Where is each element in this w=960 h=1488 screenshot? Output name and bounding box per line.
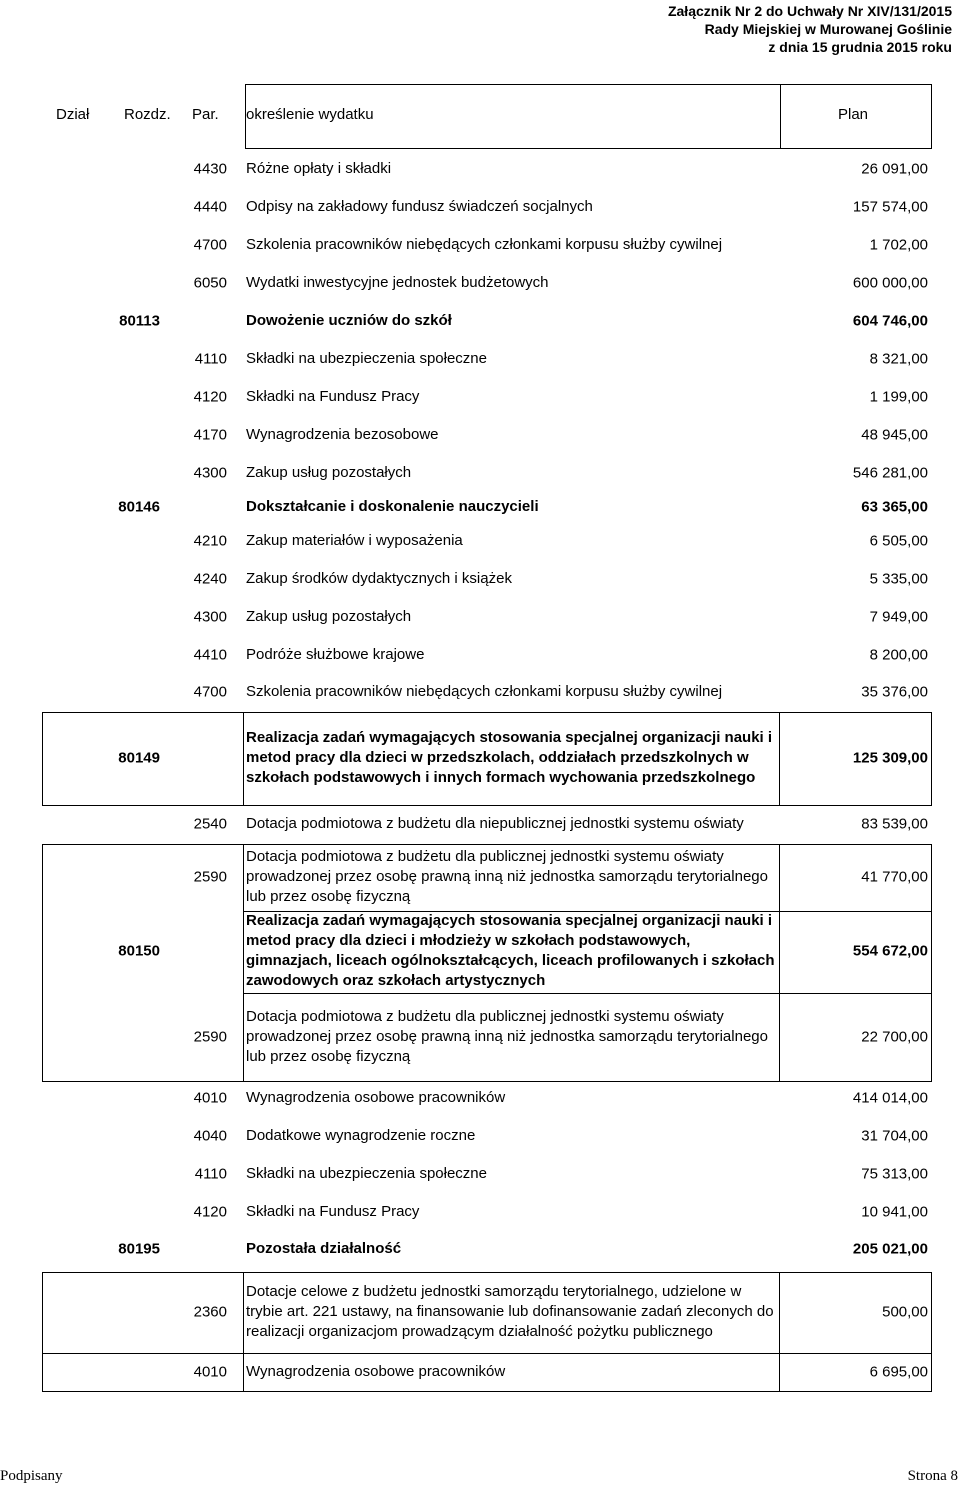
- paragraph-code: 4700: [193, 683, 227, 701]
- table-row: [0, 340, 960, 378]
- chapter-code: 80146: [118, 498, 160, 516]
- table-row: [0, 522, 960, 560]
- footer-page-number: Strona 8: [907, 1468, 958, 1484]
- plan-amount: 546 281,00: [852, 464, 928, 482]
- paragraph-code: 2540: [193, 815, 227, 833]
- plan-amount: 35 376,00: [861, 683, 928, 701]
- paragraph-code: 4300: [193, 464, 227, 482]
- expense-description: Składki na ubezpieczenia społeczne: [246, 350, 487, 367]
- chapter-description: Realizacja zadań wymagających stosowania specjalnej organizacji nauki i metod pracy dla dzieci w przedszkolach, oddziałach przedszkolnych w szkołach podstawowych i innych formach wychowania przedszkolnego: [246, 729, 773, 786]
- chapter-description: Dowożenie uczniów do szkół: [246, 312, 452, 329]
- table-row: [0, 264, 960, 302]
- col-desc: określenie wydatku: [246, 106, 374, 123]
- expense-description: Dotacja podmiotowa z budżetu dla publicznej jednostki systemu oświaty prowadzonej przez osobę prawną inną niż jednostka samorządu terytorialnego lub przez osobę fizyczną: [246, 848, 768, 905]
- paragraph-code: 4430: [193, 160, 227, 178]
- chapter-row: [0, 302, 960, 340]
- expense-description: Szkolenia pracowników niebędących członkami korpusu służby cywilnej: [246, 683, 723, 700]
- expense-description: Dotacja podmiotowa z budżetu dla niepublicznej jednostki systemu oświaty: [246, 815, 744, 832]
- expense-description: Zakup usług pozostałych: [246, 464, 412, 481]
- header-line-3: z dnia 15 grudnia 2015 roku: [768, 39, 952, 55]
- plan-amount: 41 770,00: [861, 868, 928, 886]
- chapter-row: [0, 712, 960, 804]
- paragraph-code: 4040: [193, 1127, 227, 1145]
- chapter-code: 80150: [118, 942, 160, 960]
- plan-amount: 1 702,00: [869, 236, 928, 254]
- chapter-amount: 63 365,00: [861, 498, 928, 516]
- plan-amount: 6 505,00: [869, 532, 928, 550]
- table-row: [0, 673, 960, 711]
- plan-amount: 75 313,00: [861, 1165, 928, 1183]
- chapter-amount: 604 746,00: [852, 312, 928, 330]
- table-row: [0, 1000, 960, 1074]
- paragraph-code: 4010: [193, 1089, 227, 1107]
- chapter-description: Dokształcanie i doskonalenie nauczycieli: [246, 498, 539, 515]
- resolution-header: [668, 2, 952, 56]
- col-dzial: Dział: [56, 106, 90, 123]
- chapter-description: Pozostała działalność: [246, 1240, 402, 1257]
- expense-description: Dotacje celowe z budżetu jednostki samorządu terytorialnego, udzielone w trybie art. 221 ustawy, na finansowanie lub dofinansowanie zadań zleconych do realizacji organizacjom prowadzącym działalność pożytku publicznego: [246, 1283, 774, 1340]
- plan-amount: 6 695,00: [869, 1363, 928, 1381]
- paragraph-code: 4300: [193, 608, 227, 626]
- table-row: [0, 1079, 960, 1117]
- chapter-row: [0, 488, 960, 526]
- table-row: [0, 150, 960, 188]
- paragraph-code: 4120: [193, 1203, 227, 1221]
- plan-amount: 5 335,00: [869, 570, 928, 588]
- table-row: [0, 1155, 960, 1193]
- table-row: [0, 844, 960, 910]
- plan-amount: 22 700,00: [861, 1028, 928, 1046]
- expense-description: Dodatkowe wynagrodzenie roczne: [246, 1127, 476, 1144]
- header-line-1: Załącznik Nr 2 do Uchwały Nr XIV/131/2015: [667, 3, 952, 19]
- paragraph-code: 4120: [193, 388, 227, 406]
- table-row: [0, 636, 960, 674]
- table-row: [0, 805, 960, 843]
- paragraph-code: 4410: [193, 646, 227, 664]
- table-row: [0, 1272, 960, 1352]
- table-row: [0, 598, 960, 636]
- plan-amount: 1 199,00: [869, 388, 928, 406]
- col-par: Par.: [192, 106, 219, 123]
- plan-amount: 31 704,00: [861, 1127, 928, 1145]
- table-row: [0, 226, 960, 264]
- table-row: [0, 1193, 960, 1231]
- expense-description: Składki na ubezpieczenia społeczne: [246, 1165, 487, 1182]
- table-row: [0, 560, 960, 598]
- expense-description: Wynagrodzenia osobowe pracowników: [246, 1363, 506, 1380]
- paragraph-code: 4110: [194, 1165, 227, 1183]
- chapter-description: Realizacja zadań wymagających stosowania specjalnej organizacji nauki i metod pracy dla dzieci i młodzieży w szkołach podstawowych, gimnazjach, liceach ogólnokształcących, liceach profilowanych i szkołach zawodowych oraz szkołach artystycznych: [246, 912, 775, 989]
- chapter-code: 80113: [119, 312, 160, 330]
- col-plan: Plan: [838, 106, 869, 123]
- plan-amount: 500,00: [882, 1303, 928, 1321]
- plan-amount: 10 941,00: [861, 1203, 928, 1221]
- table-row: [0, 1117, 960, 1155]
- col-rozdz: Rozdz.: [124, 106, 171, 123]
- paragraph-code: 4170: [193, 426, 227, 444]
- paragraph-code: 4210: [193, 532, 227, 550]
- paragraph-code: 4010: [193, 1363, 227, 1381]
- paragraph-code: 6050: [193, 274, 227, 292]
- table-row: [0, 454, 960, 492]
- plan-amount: 26 091,00: [861, 160, 928, 178]
- plan-amount: 8 200,00: [869, 646, 928, 664]
- expense-description: Wynagrodzenia bezosobowe: [246, 426, 439, 443]
- paragraph-code: 4240: [193, 570, 227, 588]
- chapter-code: 80149: [118, 749, 160, 767]
- expense-description: Wydatki inwestycyjne jednostek budżetowych: [246, 274, 549, 291]
- plan-amount: 48 945,00: [861, 426, 928, 444]
- expense-description: Szkolenia pracowników niebędących członkami korpusu służby cywilnej: [246, 236, 723, 253]
- plan-amount: 83 539,00: [861, 815, 928, 833]
- table-row: [0, 1353, 960, 1391]
- plan-amount: 7 949,00: [869, 608, 928, 626]
- header-line-2: Rady Miejskiej w Murowanej Goślinie: [704, 21, 952, 37]
- paragraph-code: 2590: [193, 1028, 227, 1046]
- expense-description: Zakup usług pozostałych: [246, 608, 412, 625]
- chapter-row: [0, 1230, 960, 1268]
- table-row: [0, 378, 960, 416]
- footer-signed: Podpisany: [0, 1468, 63, 1484]
- plan-amount: 414 014,00: [852, 1089, 928, 1107]
- expense-description: Składki na Fundusz Pracy: [246, 1203, 420, 1220]
- chapter-row: [0, 910, 960, 992]
- chapter-amount: 205 021,00: [852, 1240, 928, 1258]
- expense-description: Zakup środków dydaktycznych i książek: [246, 570, 512, 587]
- plan-amount: 8 321,00: [869, 350, 928, 368]
- chapter-amount: 125 309,00: [852, 749, 928, 767]
- paragraph-code: 4700: [193, 236, 227, 254]
- table-row: [0, 416, 960, 454]
- paragraph-code: 2360: [193, 1303, 227, 1321]
- paragraph-code: 4440: [193, 198, 227, 216]
- plan-amount: 157 574,00: [852, 198, 928, 216]
- expense-description: Podróże służbowe krajowe: [246, 646, 425, 663]
- expense-description: Różne opłaty i składki: [246, 160, 392, 177]
- chapter-amount: 554 672,00: [852, 942, 928, 960]
- table-row: [0, 188, 960, 226]
- expense-description: Wynagrodzenia osobowe pracowników: [246, 1089, 506, 1106]
- expense-description: Odpisy na zakładowy fundusz świadczeń socjalnych: [246, 198, 593, 215]
- paragraph-code: 4110: [194, 350, 227, 368]
- column-header-row: [0, 84, 960, 148]
- expense-description: Zakup materiałów i wyposażenia: [246, 532, 463, 549]
- expense-description: Dotacja podmiotowa z budżetu dla publicznej jednostki systemu oświaty prowadzonej przez osobę prawną inną niż jednostka samorządu terytorialnego lub przez osobę fizyczną: [246, 1008, 768, 1065]
- plan-amount: 600 000,00: [852, 274, 928, 292]
- chapter-code: 80195: [118, 1240, 160, 1258]
- expense-description: Składki na Fundusz Pracy: [246, 388, 420, 405]
- paragraph-code: 2590: [193, 868, 227, 886]
